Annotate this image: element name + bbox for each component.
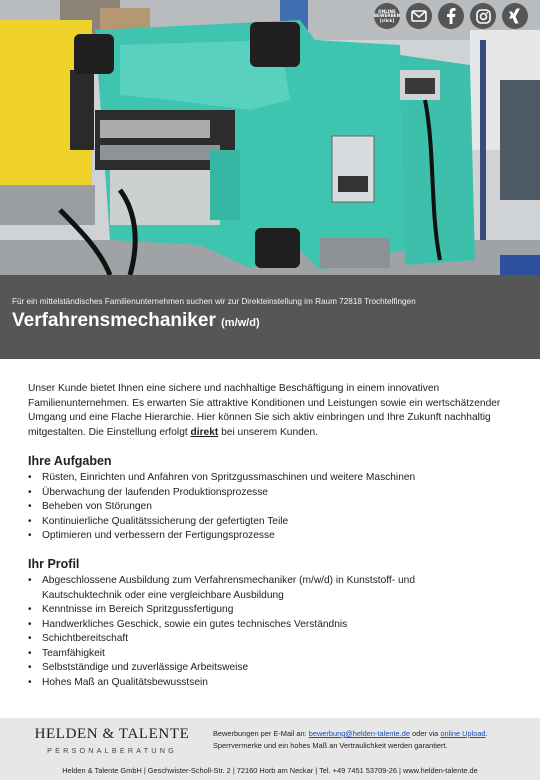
list-item: • Kontinuierliche Qualitätssicherung der gefertigten Teile xyxy=(28,515,468,530)
company-address: Helden & Talente GmbH | Geschwister-Scholl-Str. 2 | 72160 Horb am Neckar | Tel. +49 7451 53709-26 | www.helden-talente.de xyxy=(62,766,478,775)
apply-prefix: Bewerbungen per E-Mail an: xyxy=(213,729,309,738)
job-title-suffix: (m/w/d) xyxy=(221,317,260,329)
online-badge-line-1: ONLINE xyxy=(378,8,396,14)
profile-heading: Ihr Profil xyxy=(28,557,80,571)
apply-suffix: . xyxy=(485,729,488,738)
online-badge-line-2: BEWERBEN xyxy=(373,13,401,19)
job-title-text: Verfahrensmechaniker xyxy=(12,310,216,331)
online-upload-link[interactable]: online Upload xyxy=(440,729,486,738)
brand-subtitle: PERSONALBERATUNG xyxy=(47,746,177,755)
apply-email-link[interactable]: bewerbung@helden-talente.de xyxy=(308,729,410,738)
location-intro: Für ein mittelständisches Familienunternehmen suchen wir zur Direkteinstellung im Raum 72818 Trochtelfingen xyxy=(12,297,416,306)
list-item: • Überwachung der laufenden Produktionsprozesse xyxy=(28,486,468,501)
brand-name: HELDEN & TALENTE xyxy=(34,726,190,742)
list-item: • Beheben von Störungen xyxy=(28,500,468,515)
application-info xyxy=(213,728,533,752)
injection-molding-machine-photo xyxy=(0,0,540,275)
list-item: • Selbstständige und zuverlässige Arbeitsweise xyxy=(28,661,468,676)
intro-highlight: direkt xyxy=(190,426,219,438)
intro-paragraph xyxy=(28,382,508,440)
footer xyxy=(0,718,540,780)
apply-mid: oder via xyxy=(409,729,441,738)
tasks-heading: Ihre Aufgaben xyxy=(28,454,112,468)
facebook-icon[interactable] xyxy=(438,3,464,29)
intro-text: Unser Kunde bietet Ihnen eine sichere und nachhaltige Beschäftigung in einem innovativen Familienunternehmen. Es erwarten Sie attraktive Konditionen und Leistungen sowie ein wertschätzender Umgang und eine Flache Hierarchie. Hier können Sie sich aktiv einbringen und Ihre Zukunft nachhaltig mitgestalten. Die Einstellung erfolgt xyxy=(28,383,501,438)
tasks-list xyxy=(28,471,468,544)
list-item: • Handwerkliches Geschick, sowie ein gutes technisches Verständnis xyxy=(28,618,468,633)
list-item: • Kenntnisse im Bereich Spritzgussfertigung xyxy=(28,603,468,618)
profile-section xyxy=(28,557,468,690)
mail-icon[interactable] xyxy=(406,3,432,29)
tasks-section xyxy=(28,454,468,544)
confidentiality-note: Sperrvermerke und ein hohes Maß an Vertraulichkeit werden garantiert. xyxy=(213,741,448,750)
job-title xyxy=(12,310,260,332)
company-logo xyxy=(32,726,192,755)
social-icons xyxy=(374,3,528,29)
list-item: • Hohes Maß an Qualitätsbewusstsein xyxy=(28,676,468,691)
online-apply-icon[interactable] xyxy=(374,3,400,29)
list-item: • Rüsten, Einrichten und Anfahren von Spritzgussmaschinen und weitere Maschinen xyxy=(28,471,468,486)
profile-list xyxy=(28,574,468,690)
intro-text-end: bei unserem Kunden. xyxy=(218,426,318,438)
online-badge-line-3: [click] xyxy=(379,17,395,23)
instagram-icon[interactable] xyxy=(470,3,496,29)
list-item: • Schichtbereitschaft xyxy=(28,632,468,647)
hero-image xyxy=(0,0,540,275)
list-item: • Optimieren und verbessern der Fertigungsprozesse xyxy=(28,529,468,544)
xing-icon[interactable] xyxy=(502,3,528,29)
intro-section xyxy=(28,382,508,440)
title-band xyxy=(0,275,540,359)
list-item: • Abgeschlossene Ausbildung zum Verfahrensmechaniker (m/w/d) in Kunststoff- und Kautschuktechnik oder eine vergleichbare Ausbildung xyxy=(28,574,448,603)
list-item: • Teamfähigkeit xyxy=(28,647,468,662)
